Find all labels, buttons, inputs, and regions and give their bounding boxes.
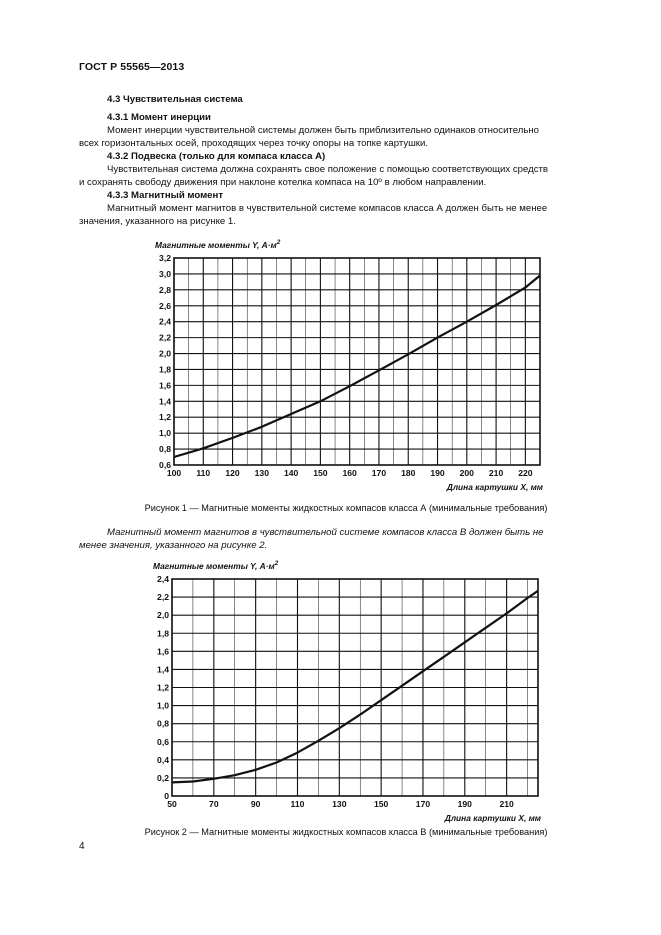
series-line <box>174 276 540 458</box>
figure-1-chart <box>0 228 661 500</box>
x-tick-label: 90 <box>250 799 261 809</box>
series-line <box>172 591 538 783</box>
y-tick-label: 0 <box>164 791 169 801</box>
y-tick-label: 2,6 <box>159 300 171 311</box>
y-tick-label: 0,2 <box>157 772 169 783</box>
y-tick-label: 0,6 <box>159 460 171 470</box>
x-tick-label: 110 <box>290 799 305 809</box>
plot-frame <box>174 258 540 465</box>
y-tick-label: 1,6 <box>159 380 171 391</box>
y-tick-label: 2,4 <box>157 574 169 584</box>
x-tick-label: 200 <box>459 468 474 478</box>
x-tick-label: 110 <box>196 468 211 478</box>
x-tick-label: 130 <box>254 468 270 478</box>
x-tick-label: 170 <box>415 799 431 809</box>
x-tick-label: 100 <box>166 468 182 478</box>
y-tick-label: 1,0 <box>159 428 171 439</box>
y-tick-label: 2,2 <box>157 592 169 603</box>
x-tick-label: 180 <box>401 468 416 478</box>
figure-2-caption <box>79 827 613 837</box>
y-tick-label: 2,4 <box>159 316 171 327</box>
x-tick-label: 150 <box>373 799 389 809</box>
x-tick-label: 210 <box>488 468 504 478</box>
x-tick-label: 190 <box>457 799 472 809</box>
class-b-paragraph-line1: Магнитный момент магнитов в чувствительной системе компасов класса В должен быть не <box>107 527 544 538</box>
figure-1-caption: Рисунок 1 — Магнитные моменты жидкостных компасов класса А (минимальные требования) <box>144 503 548 513</box>
x-axis-label: Длина картушки X, мм <box>446 482 543 492</box>
x-axis-label: Длина картушки X, мм <box>444 813 541 823</box>
section-4-3-2-title: 4.3.2 Подвеска (только для компаса класса А) <box>107 151 326 162</box>
y-tick-label: 0,6 <box>157 736 169 747</box>
y-tick-label: 0,4 <box>157 754 169 765</box>
y-tick-label: 1,4 <box>157 664 169 675</box>
y-tick-label: 3,2 <box>159 253 171 263</box>
section-4-3-title: 4.3 Чувствительная система <box>107 94 243 105</box>
section-4-3-2-line1: Чувствительная система должна сохранять свое положение с помощью соответствующих средств <box>107 164 549 175</box>
section-4-3-2-line2: и сохранять свободу движения при наклоне котелка компаса на 10º в любом направлении. <box>79 177 487 188</box>
page-number: 4 <box>79 841 85 852</box>
y-tick-label: 3,0 <box>159 268 171 279</box>
x-tick-label: 130 <box>332 799 347 809</box>
y-tick-label: 2,0 <box>157 610 169 621</box>
section-4-3-1-line2: всех горизонтальных осей, проходящих через точку опоры на топке картушки. <box>79 138 429 149</box>
y-tick-label: 0,8 <box>159 444 171 455</box>
y-tick-label: 1,0 <box>157 700 169 711</box>
figure-2-caption-text: Рисунок 2 — Магнитные моменты жидкостных компасов класса В (минимальные требования) <box>144 827 548 837</box>
y-tick-label: 0,8 <box>157 718 169 729</box>
document-header: ГОСТ Р 55565—2013 <box>79 61 185 73</box>
x-tick-label: 190 <box>430 468 445 478</box>
x-tick-label: 160 <box>342 468 357 478</box>
figure-2-chart <box>0 553 661 823</box>
x-tick-label: 50 <box>167 799 177 809</box>
section-4-3-3-line1: Магнитный момент магнитов в чувствительной системе компасов класса А должен быть не менее <box>107 203 548 214</box>
y-tick-label: 2,2 <box>159 332 171 343</box>
section-4-3-3-line2: значения, указанного на рисунке 1. <box>79 216 236 227</box>
y-tick-label: 1,4 <box>159 396 171 407</box>
x-tick-label: 140 <box>283 468 299 478</box>
x-tick-label: 210 <box>499 799 514 809</box>
y-tick-label: 2,8 <box>159 284 171 295</box>
section-4-3-3-title: 4.3.3 Магнитный момент <box>107 190 224 201</box>
y-tick-label: 1,8 <box>159 364 171 375</box>
y-tick-label: 2,0 <box>159 348 171 359</box>
class-b-paragraph-line2: менее значения, указанного на рисунке 2. <box>79 540 268 551</box>
y-axis-label: Магнитные моменты Y, $А\cdot м^2$ <box>153 560 279 571</box>
y-tick-label: 1,8 <box>157 628 169 639</box>
x-tick-label: 220 <box>518 468 533 478</box>
x-tick-label: 70 <box>209 799 219 809</box>
x-tick-label: 170 <box>371 468 387 478</box>
y-axis-label: Магнитные моменты Y, $А\cdot м^2$ <box>155 239 281 250</box>
x-tick-label: 120 <box>225 468 240 478</box>
y-tick-label: 1,2 <box>157 682 169 693</box>
section-4-3-1-line1: Момент инерции чувствительной системы должен быть приблизительно одинаков относительно <box>107 125 539 136</box>
section-4-3-1-title: 4.3.1 Момент инерции <box>107 112 211 123</box>
x-tick-label: 150 <box>313 468 328 478</box>
y-tick-label: 1,6 <box>157 646 169 657</box>
y-tick-label: 1,2 <box>159 412 171 423</box>
